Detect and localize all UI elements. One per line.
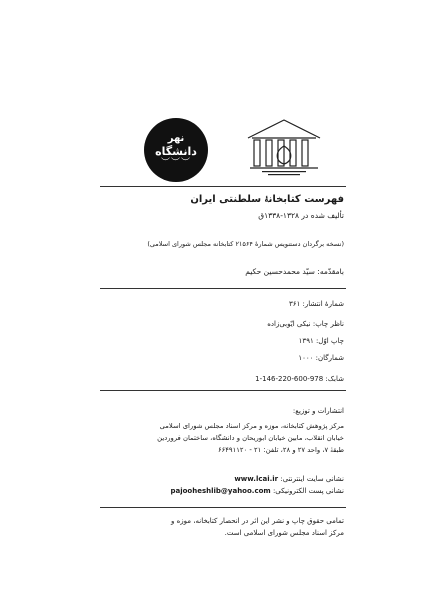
manuscript-note: (ﻧﺴﺨﻪ ﺑﺮﮔﺮدان دﺳﺘﻨﻮﯾﺲ ﺷﻤﺎرۀ ۲۱۵۶۴ ﮐﺘﺎﺑﺨﺎﻧﻪ ﻣﺠﻠﺲ ﺷﻮرای اﺳﻼﻣﯽ) bbox=[147, 240, 344, 248]
website-link[interactable]: www.lcai.ir bbox=[234, 475, 279, 483]
email-label: ﻧﺸﺎﻧﯽ ﭘﺴﺖ اﻟﮑﺘﺮوﻧﯿﮑﯽ: bbox=[272, 487, 344, 495]
book-title: ﻓﻬﺮﺳﺖ ﮐﺘﺎﺑﺨﺎﻧﮥ ﺳﻠﻄﻨﺘﯽ اﯾﺮان bbox=[190, 194, 344, 205]
publisher-heading: اﻧﺘﺸﺎرات و ﺗﻮزﯾﻊ: bbox=[292, 407, 344, 415]
website-label: ﻧﺸﺎﻧﯽ ﺳﺎﯾﺖ اﯾﻨﺘﺮﻧﺘﯽ: bbox=[280, 475, 344, 483]
isbn: ﺷﺎﺑﮏ: 978-600-220-146-1 bbox=[255, 375, 344, 383]
library-emblem-icon bbox=[244, 116, 324, 178]
lower-divider bbox=[100, 390, 346, 391]
publication-number: ﺷﻤﺎرۀ اﻧﺘﺸﺎر: ۳۶۱ bbox=[289, 300, 344, 308]
university-logo-top-text: ﻧﻬﺮ bbox=[167, 132, 185, 144]
book-subtitle: ﺗﺄﻟﯿﻒ ﺷﺪه در ۱۳۲۸-۱۳۳۸ق bbox=[258, 211, 344, 220]
publisher-name: ﻣﺮﮐﺰ ﭘﮋوﻫﺶ ﮐﺘﺎﺑﺨﺎﻧﻪ، ﻣﻮزه و ﻣﺮﮐﺰ اﺳﻨﺎد ﻣﺠﻠﺲ ﺷﻮرای اﺳﻼﻣﯽ bbox=[159, 422, 344, 430]
university-logo-text: داﻧﺸﮕﺎه bbox=[155, 144, 197, 158]
publisher-address: ﺧﯿﺎﺑﺎن اﻧﻘﻼب، ﻣﺎﺑﯿﻦ ﺧﯿﺎﺑﺎن اﺑﻮرﯾﺤﺎن و داﻧﺸﮕﺎه، ﺳﺎﺧﺘﻤﺎن ﻓﺮوردﯾﻦ bbox=[157, 434, 344, 442]
top-divider bbox=[100, 186, 346, 187]
middle-divider bbox=[100, 288, 346, 289]
print-supervisor: ﻧﺎﻇﺮ ﭼﺎپ: ﻧﯿﮑﯽ اﯾّﻮﺑﯽزاده bbox=[267, 320, 344, 328]
wings-icon: ︶︶︶ bbox=[161, 157, 192, 168]
rights-line-1: ﺗﻤﺎﻣﯽ ﺣﻘﻮق ﭼﺎپ و ﻧﺸﺮ اﯾﻦ اﺛﺮ در اﻧﺤﺼﺎر ﮐﺘﺎﺑﺨﺎﻧﻪ، ﻣﻮزه و bbox=[171, 517, 344, 525]
library-logo bbox=[244, 116, 324, 178]
email-link[interactable]: pajooheshlib@yahoo.com bbox=[170, 487, 271, 495]
bottom-divider bbox=[100, 507, 346, 508]
introduction-by: ﺑﺎﻣﻘﺪّﻣﻪ: ﺳﯿّﺪ ﻣﺤﻤﺪﺣﺴﯿﻦ ﺣﮑﯿﻢ bbox=[245, 267, 344, 276]
print-run: ﺷﻤﺎرﮔﺎن: ۱۰۰۰ bbox=[298, 354, 344, 362]
edition: ﭼﺎپ اوّل: ۱۳۹۱ bbox=[298, 337, 344, 345]
email-line bbox=[170, 486, 344, 496]
publisher-phone: ﻃﺒﻘﮥ ۷، واﺣﺪ ۲۷ و ۲۸، ﺗﻠﻔﻦ: ۲۱ - ۶۶۴۹۱۱۲۰ bbox=[217, 446, 344, 454]
rights-line-2: ﻣﺮﮐﺰ اﺳﻨﺎد ﻣﺠﻠﺲ ﺷﻮرای اﺳﻼﻣﯽ اﺳﺖ. bbox=[224, 529, 344, 537]
website-line bbox=[234, 474, 344, 484]
university-logo bbox=[144, 118, 208, 182]
